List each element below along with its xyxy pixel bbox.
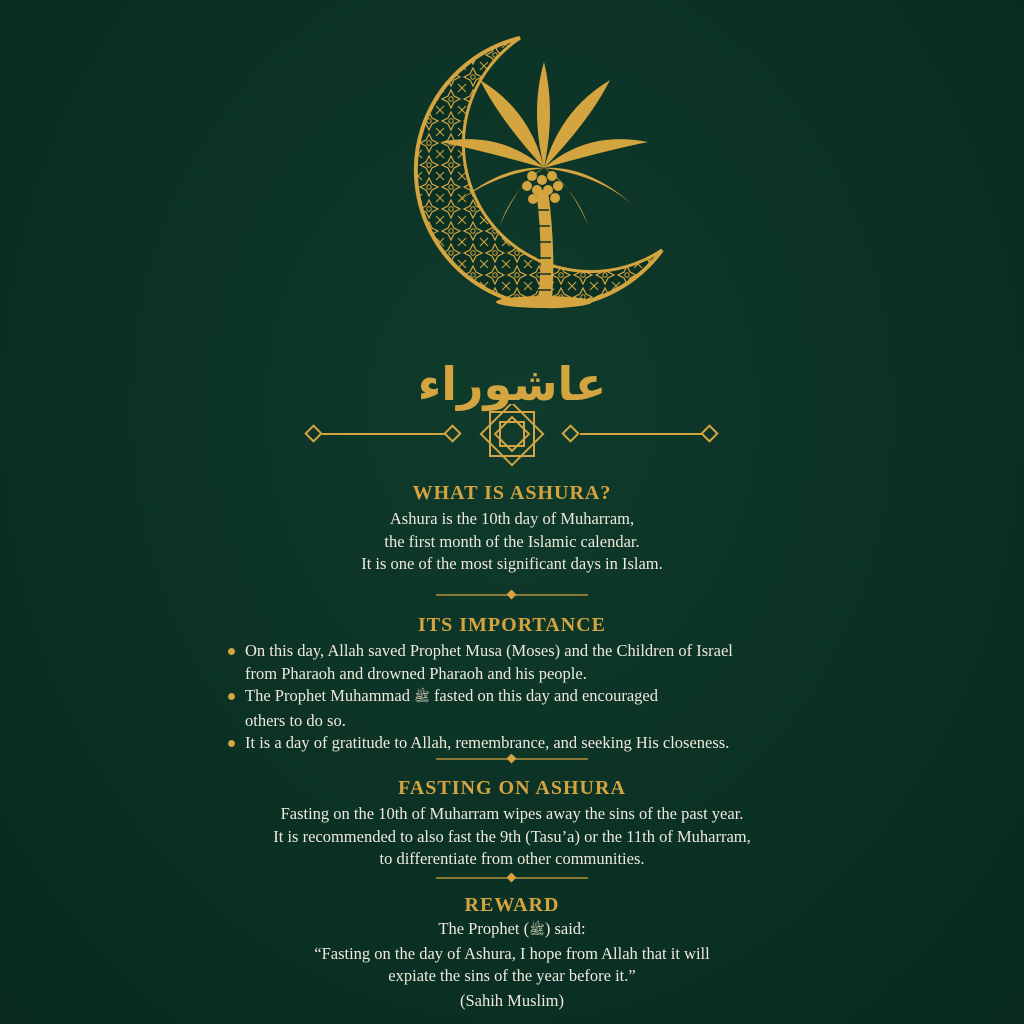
pbuh-honorific: ﷺ [529, 923, 545, 938]
heading-reward: REWARD [464, 894, 560, 916]
small-divider [436, 590, 588, 600]
crescent-palm-tree-emblem [0, 0, 1024, 360]
ornamental-divider [300, 404, 724, 468]
list-item: On this day, Allah saved Prophet Musa (Moses) and the Children of Israel from Pharaoh and drowned Pharaoh and his people. [228, 640, 808, 685]
bullet-dot-icon [228, 693, 235, 700]
heading-what-is-ashura: WHAT IS ASHURA? [412, 482, 612, 504]
star-ornament-icon [481, 404, 543, 465]
fasting-line-2: It is recommended to also fast the 9th (Tasu’a) or the 11th of Muharram, [273, 826, 751, 846]
heading-fasting-on-ashura: FASTING ON ASHURA [398, 777, 626, 799]
small-divider [436, 873, 588, 883]
what-line-3: It is one of the most significant days in Islam. [361, 554, 663, 573]
list-item: It is a day of gratitude to Allah, remembrance, and seeking His closeness. [228, 732, 808, 755]
bullet-dot-icon [228, 740, 235, 747]
what-line-2: the first month of the Islamic calendar. [384, 531, 640, 551]
section-reward [0, 892, 1024, 1012]
arabic-title: عاشوراء [417, 357, 607, 411]
section-fasting [0, 775, 1024, 871]
reward-quote-line-2: expiate the sins of the year before it.” [388, 966, 636, 985]
fasting-line-3: to differentiate from other communities. [379, 849, 645, 868]
bullet-dot-icon [228, 648, 235, 655]
section-what-is-ashura [0, 480, 1024, 576]
reward-source: (Sahih Muslim) [459, 990, 565, 1010]
what-line-1: Ashura is the 10th day of Muharram, [389, 509, 635, 528]
importance-list [228, 640, 808, 755]
list-item: The Prophet Muhammad ﷺ fasted on this day and encouraged others to do so. [228, 685, 808, 732]
fasting-line-1: Fasting on the 10th of Muharram wipes away the sins of the past year. [280, 804, 744, 823]
small-divider [436, 754, 588, 764]
reward-intro: The Prophet (ﷺ) said: [0, 918, 1024, 943]
heading-its-importance: ITS IMPORTANCE [418, 614, 606, 636]
reward-quote-line-1: “Fasting on the day of Ashura, I hope from Allah that it will [314, 943, 710, 963]
section-importance [0, 612, 1024, 638]
pbuh-honorific: ﷺ [414, 690, 430, 705]
crescent-moon-icon [416, 38, 662, 306]
